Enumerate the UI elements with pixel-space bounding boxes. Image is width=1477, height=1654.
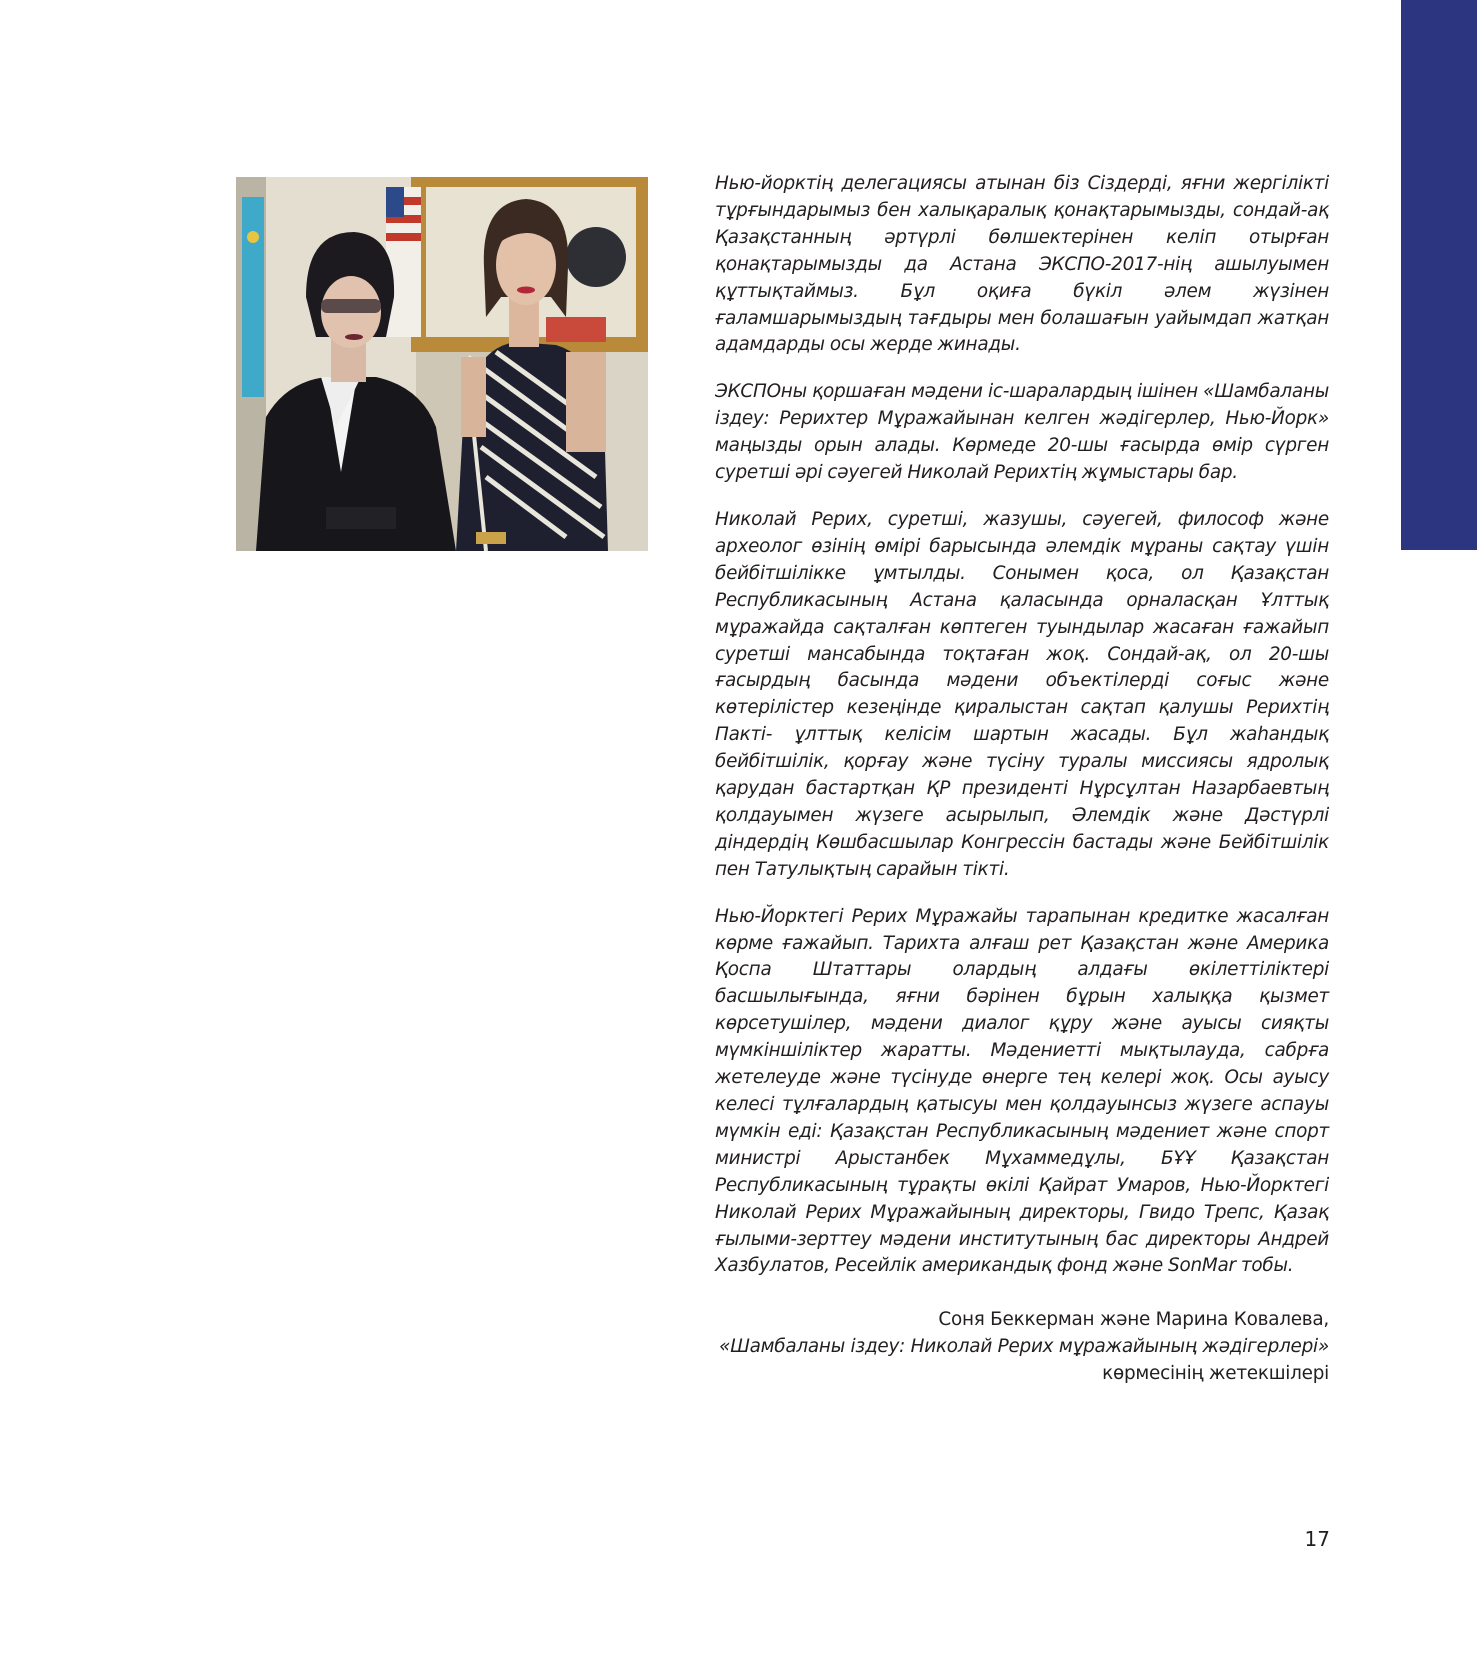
- signature-exhibition-title: «Шамбаланы іздеу: Николай Рерих мұражайының жәдігерлері»: [719, 1336, 1329, 1358]
- article-text: [715, 171, 1329, 1387]
- signature-block: [715, 1306, 1329, 1387]
- signature-role: көрмесінің жетекшілері: [1102, 1363, 1329, 1385]
- paragraph-1: Нью-йорктің делегациясы атынан біз Сіздерді, яғни жергілікті тұрғындарымыз бен халықаралық қонақтарымызды, сондай-ақ Қазақстанның әртүрлі бөлшектерінен келіп отырған қонақтарымызды да Астана ЭКСПО-2017-нің ашылуымен құттықтаймыз. Бұл оқиға бүкіл әлем жүзінен ғаламшарымыздың тағдыры мен болашағын уайымдап жатқан адамдарды осы жерде жинады.: [715, 173, 1329, 356]
- signature-names: Соня Беккерман және Марина Ковалева,: [938, 1309, 1329, 1331]
- photo-two-women: [236, 177, 648, 551]
- chapter-side-tab: [1401, 0, 1477, 550]
- paragraph-3: Николай Рерих, суретші, жазушы, сәуегей, философ және археолог өзінің өмірі барысында әлемдік мұраны сақтау үшін бейбітшілікке ұмтылды. Сонымен қоса, ол Қазақстан Республикасының Астана қаласында орналасқан Ұлттық мұражайда сақталған көптеген туындылар жасаған ғажайып суретші мансабында тоқтаған жоқ. Сондай-ақ, ол 20-шы ғасырдың басында мәдени объектілерді соғыс және көтерілістер кезеңінде қиралыстан сақтап қалушы Рерихтің Пакті- ұлттық келісім шартын жасады. Бұл жаһандық бейбітшілік, қорғау және түсіну туралы миссиясы ядролық қарудан бастартқан ҚР президенті Нұрсұлтан Назарбаевтың қолдауымен жүзеге асырылып, Әлемдік және Дәстүрлі діндердің Көшбасшылар Конгрессін бастады және Бейбітшілік пен Татулықтың сарайын тікті.: [715, 508, 1329, 880]
- paragraph-4: Нью-Йорктегі Рерих Мұражайы тарапынан кредитке жасалған көрме ғажайып. Тарихта алғаш рет Қазақстан және Америка Қоспа Штаттары олардың алдағы өкілеттіліктері басшылығында, яғни бәрінен бұрын халыққа қызмет көрсетушілер, мәдени диалог құру және ауысы сияқты мүмкіншіліктер жаратты. Мәдениетті мықтылауда, сабрға жетелеуде және түсінуде өнерге тең келері жоқ. Осы ауысу келесі тұлғалардың қатысуы мен қолдауынсыз жүзеге аспауы мүмкін еді: Қазақстан Республикасының мәдениет және спорт министрі Арыстанбек Мұхаммедұлы, БҰҰ Қазақстан Республикасының тұрақты өкілі Қайрат Умаров, Нью-Йорктегі Николай Рерих Мұражайының директоры, Гвидо Трепс, Қазақ ғылыми-зерттеу мәдени институтының бас директоры Андрей Хазбулатов, Ресейлік американдық фонд және SonMar тобы.: [715, 905, 1329, 1277]
- page-number: 17: [1304, 1527, 1330, 1551]
- paragraph-2: ЭКСПОны қоршаған мәдени іс-шаралардың ішінен «Шамбаланы іздеу: Рерихтер Мұражайынан келген жәдігерлер, Нью-Йорк» маңызды орын алады. Көрмеде 20-шы ғасырда өмір сүрген суретші әрі сәуегей Николай Рерихтің жұмыстары бар.: [715, 381, 1329, 484]
- photo-illustration: [236, 177, 648, 551]
